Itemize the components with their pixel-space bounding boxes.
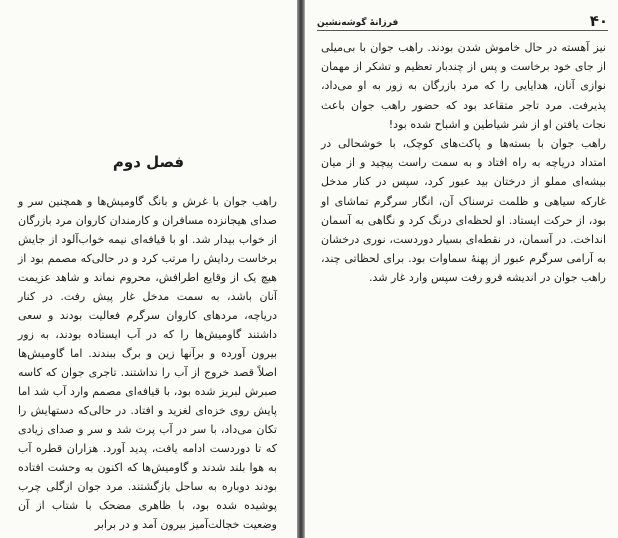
right-page — [305, 0, 618, 538]
book-gutter — [297, 0, 305, 538]
paragraph: راهب جوان با بسته‌ها و پاکت‌های کوچک، با خوشحالی در امتداد دریاچه به راه افتاد و به سمت راست پیچید و از میان بیشه‌ای مملو از درختان بید عبور کرد، سپس در کنار مدخل غارکه سیاهی و ظلمت ترسناک آن، انگار سرگرم تماشای او بود، از حرکت ایستاد. او لحظه‌ای درنگ کرد و نگاهی به آسمان انداخت. در آسمان، در نقطه‌ای بسیار دوردست، نوری درخشان به آرامی سرگرم عبور از پهنهٔ سماوات بود. برای لحظاتی چند، راهب جوان در اندیشه فرو رفت سپس وارد غار شد. — [321, 137, 606, 285]
left-page — [0, 0, 297, 538]
page-number: ۴۰ — [589, 12, 608, 30]
page-header — [317, 8, 608, 31]
left-page-body — [18, 192, 277, 534]
paragraph: راهب جوان با غرش و بانگ گاومیش‌ها و همچنین سر و صدای هیجانزده مسافران و کارمندان کاروان مرد بازرگان از خواب بیدار شد. او با قیافه‌ای نیمه خواب‌آلود از جایش برخاست ردایش را مرتب کرد و در حالی‌که مصمم بود از هیچ یک از وقایع اطرافش، محروم نماند و شاهد عزیمت آنان باشد، به سمت مدخل غار پیش رفت. در کنار دریاچه، مردهای کاروان سرگرم فعالیت بودند و سعی داشتند گاومیش‌ها را که در آب ایستاده بودند، به زور بیرون آورده و برآنها زین و برگ ببندند. اما گاومیش‌ها اصلاً قصد خروج از آب را نداشتند. تاجری جوان که کاسه صبرش لبریز شده بود، با قیافه‌ای مصمم وارد آب شد اما پایش روی خزه‌ای لغزید و افتاد. در حالی‌که دستهایش را تکان می‌داد، با سر در آب پرت شد و سر و صدای زیادی که تا دوردست ادامه یافت، پدید آورد. هزاران قطره آب به هوا بلند شدند و گاومیش‌ها که اکنون به وحشت افتاده بودند دوباره به ساحل بازگشتند. مرد جوان ازگلی چرب پوشیده شده بود، با ظاهری مضحک با شتاب از آن وضعیت خجالت‌آمیز بیرون آمد و در برابر — [18, 195, 277, 531]
running-title: فرزانهٔ گوشه‌نشین — [317, 18, 399, 28]
chapter-title: فصل دوم — [112, 153, 185, 171]
paragraph: نیز آهسته در حال خاموش شدن بودند. راهب جوان با بی‌میلی از جای خود برخاست و پس از چندبار تعظیم و تشکر از مهمان نوازی آنان، هدایایی را که مرد بازرگان به زور به او می‌داد، پذیرفت. مرد تاجر متقاعد بود که حضور راهب جوان باعث نجات یافتن او از شر شیاطین و اشباح شده بود! — [321, 41, 606, 131]
right-page-body — [321, 38, 606, 288]
